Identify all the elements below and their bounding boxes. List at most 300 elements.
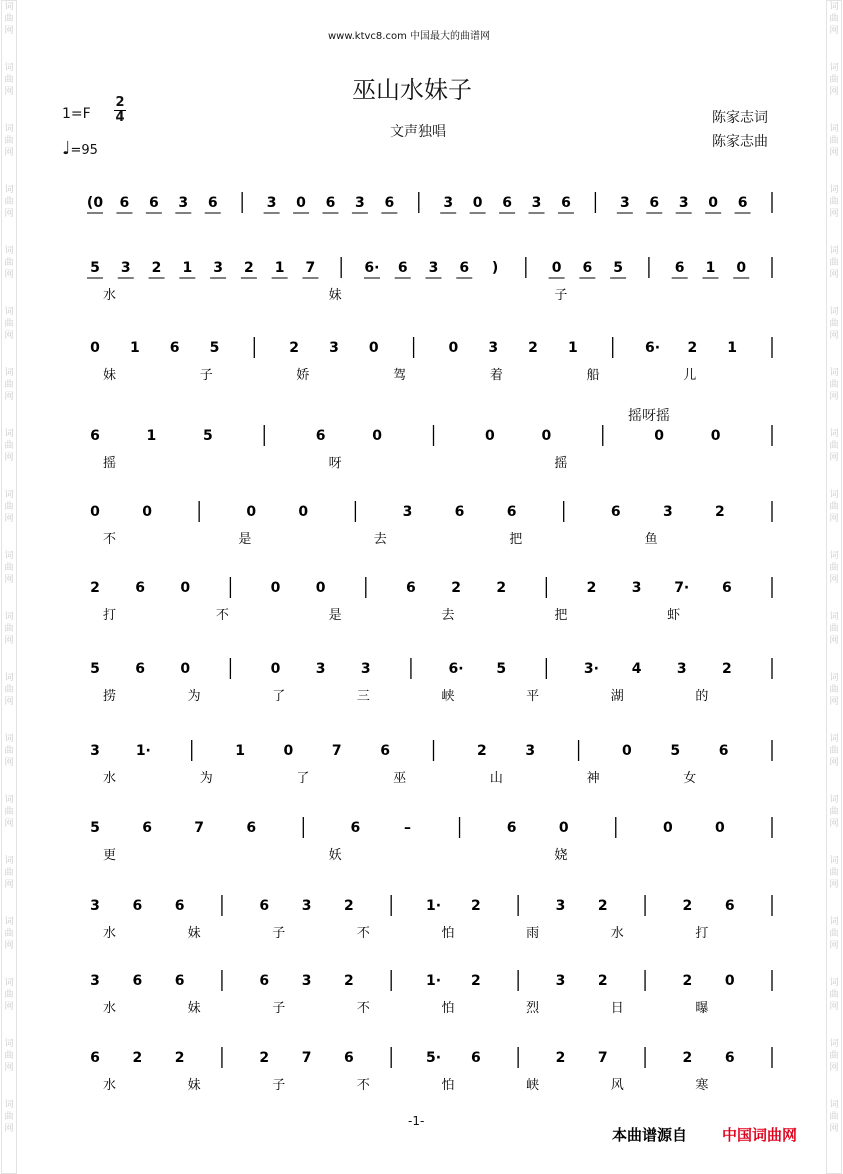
note: 6 xyxy=(259,973,270,989)
watermark-glyph: 曲 xyxy=(829,258,839,268)
note: 3 xyxy=(90,973,100,989)
lyric: 妹 xyxy=(103,368,117,383)
note: 2 xyxy=(528,340,538,356)
note: 6 xyxy=(132,973,143,989)
note: 0 xyxy=(180,580,191,596)
watermark-glyph: 词 xyxy=(4,63,14,73)
watermark-glyph: 网 xyxy=(4,26,14,36)
watermark-glyph: 词 xyxy=(829,124,839,134)
watermark-glyph: 曲 xyxy=(4,990,14,1000)
note: 6 xyxy=(610,504,621,520)
note: 2 xyxy=(151,260,162,276)
note: 2 xyxy=(682,898,693,914)
note: 5 xyxy=(90,661,100,677)
watermark-glyph: 网 xyxy=(4,575,14,585)
note: 2 xyxy=(344,973,354,989)
source-site-link[interactable]: 中国词曲网 xyxy=(722,1126,798,1144)
note: 3 xyxy=(555,898,566,914)
lyric: 曝 xyxy=(695,1001,709,1016)
note: 1 xyxy=(568,340,578,356)
watermark-glyph: 曲 xyxy=(4,929,14,939)
note: 0 xyxy=(541,428,552,444)
note: 7 xyxy=(597,1050,608,1066)
note: 3 xyxy=(178,195,189,211)
watermark-glyph: 曲 xyxy=(4,685,14,695)
watermark-glyph: 词 xyxy=(829,2,839,12)
watermark-glyph: 网 xyxy=(829,514,839,524)
lyric: 虾 xyxy=(667,608,681,623)
lyric: 打 xyxy=(103,608,117,623)
note: 2 xyxy=(476,743,487,759)
note: 6 xyxy=(582,260,593,276)
lyric: 子 xyxy=(272,926,286,941)
lyric: 烈 xyxy=(526,1001,540,1016)
note: 5 xyxy=(670,743,681,759)
watermark-glyph: 网 xyxy=(829,819,839,829)
watermark-glyph: 曲 xyxy=(4,319,14,329)
watermark-glyph: 词 xyxy=(4,551,14,561)
time-bottom: 4 xyxy=(115,110,125,125)
watermark-glyph: 曲 xyxy=(4,441,14,451)
watermark-glyph: 曲 xyxy=(4,563,14,573)
watermark-glyph: 曲 xyxy=(4,1112,14,1122)
note: 3 xyxy=(525,743,536,759)
watermark-glyph: 曲 xyxy=(4,624,14,634)
extra-lyric: 摇呀摇 xyxy=(628,408,670,424)
watermark-glyph: 曲 xyxy=(829,868,839,878)
watermark-glyph: 词 xyxy=(829,673,839,683)
lyric: 平 xyxy=(526,689,540,704)
note: 0 xyxy=(270,661,281,677)
note: 2 xyxy=(259,1050,270,1066)
note: 7 xyxy=(194,820,205,836)
note: 0 xyxy=(246,504,257,520)
lyric: 水 xyxy=(103,771,117,786)
watermark-glyph: 词 xyxy=(829,246,839,256)
note: 0 xyxy=(708,195,719,211)
watermark-glyph: 词 xyxy=(4,246,14,256)
note: 2 xyxy=(289,340,299,356)
lyric: 女 xyxy=(683,771,697,786)
note: 0 xyxy=(715,820,725,836)
lyric: 子 xyxy=(272,1078,286,1093)
note: 3 xyxy=(266,195,277,211)
lyric: 去 xyxy=(373,532,387,547)
note: 3 xyxy=(315,661,326,677)
note: 2 xyxy=(451,580,461,596)
note: 6 xyxy=(169,340,180,356)
note: 0 xyxy=(315,580,326,596)
note: 6 xyxy=(721,580,732,596)
note: 6· xyxy=(364,260,380,276)
watermark-glyph: 曲 xyxy=(829,75,839,85)
watermark-glyph: 曲 xyxy=(4,14,14,24)
watermark-glyph: 词 xyxy=(829,978,839,988)
watermark-glyph: 词 xyxy=(4,124,14,134)
note: 1· xyxy=(425,898,442,914)
note: 3 xyxy=(488,340,499,356)
lyric: 更 xyxy=(103,848,117,863)
watermark-glyph: 词 xyxy=(829,185,839,195)
note: 5 xyxy=(90,260,100,276)
watermark-glyph: 曲 xyxy=(829,441,839,451)
note: 2 xyxy=(496,580,507,596)
note: 0 xyxy=(372,428,382,444)
note: – xyxy=(403,820,411,836)
quarter-note-icon: ♩ xyxy=(62,138,71,159)
note: 7 xyxy=(331,743,342,759)
note: 6 xyxy=(90,1050,100,1066)
watermark-glyph: 词 xyxy=(4,1039,14,1049)
note: 0 xyxy=(736,260,747,276)
watermark-glyph: 词 xyxy=(829,551,839,561)
watermark-glyph: 曲 xyxy=(829,807,839,817)
watermark-glyph: 词 xyxy=(4,734,14,744)
lyric: 摇 xyxy=(554,456,568,471)
watermark-glyph: 网 xyxy=(4,148,14,158)
watermark-glyph: 曲 xyxy=(4,197,14,207)
lyric: 娆 xyxy=(554,848,568,863)
watermark-glyph: 曲 xyxy=(829,197,839,207)
watermark-glyph: 曲 xyxy=(829,380,839,390)
lyric: 水 xyxy=(103,288,117,303)
lyric: 峡 xyxy=(441,689,455,704)
watermark-glyph: 曲 xyxy=(829,319,839,329)
watermark-glyph: 网 xyxy=(829,270,839,280)
watermark-glyph: 曲 xyxy=(829,929,839,939)
lyric: 了 xyxy=(272,689,286,704)
note: 5 xyxy=(496,661,507,677)
watermark-glyph: 网 xyxy=(829,880,839,890)
note: 3 xyxy=(360,661,371,677)
lyric: 不 xyxy=(103,532,117,547)
note: 1 xyxy=(235,743,245,759)
lyric: 水 xyxy=(103,1001,117,1016)
watermark-glyph: 曲 xyxy=(4,868,14,878)
lyric: 妹 xyxy=(187,1001,201,1016)
watermark-glyph: 网 xyxy=(4,941,14,951)
note: 0 xyxy=(662,820,673,836)
lyric: 打 xyxy=(695,926,709,941)
watermark-glyph: 网 xyxy=(829,1063,839,1073)
watermark-glyph: 词 xyxy=(4,307,14,317)
lyric: 雨 xyxy=(526,926,540,941)
watermark-glyph: 网 xyxy=(829,575,839,585)
watermark-glyph: 网 xyxy=(4,636,14,646)
note: 6 xyxy=(506,504,517,520)
watermark-glyph: 词 xyxy=(4,490,14,500)
watermark-glyph: 词 xyxy=(4,2,14,12)
lyric: 怕 xyxy=(441,1078,455,1093)
watermark-glyph: 曲 xyxy=(829,1112,839,1122)
lyric: 风 xyxy=(610,1078,624,1093)
watermark-glyph: 词 xyxy=(829,1100,839,1110)
watermark-glyph: 网 xyxy=(4,270,14,280)
watermark-glyph: 曲 xyxy=(4,1051,14,1061)
watermark-glyph: 网 xyxy=(829,1002,839,1012)
watermark-glyph: 网 xyxy=(4,758,14,768)
note: 1· xyxy=(425,973,442,989)
watermark-glyph: 网 xyxy=(4,453,14,463)
note: 6 xyxy=(135,580,146,596)
note: 3 xyxy=(531,195,542,211)
tempo-value: =95 xyxy=(70,143,98,158)
watermark-glyph: 网 xyxy=(829,636,839,646)
note: ) xyxy=(491,260,499,276)
watermark-glyph: 曲 xyxy=(829,563,839,573)
lyric: 着 xyxy=(489,368,503,383)
watermark-glyph: 曲 xyxy=(829,14,839,24)
note: 0 xyxy=(180,661,191,677)
watermark-glyph: 曲 xyxy=(4,136,14,146)
watermark-glyph: 词 xyxy=(829,63,839,73)
lyric: 呀 xyxy=(328,456,342,471)
note: 2 xyxy=(682,973,693,989)
note: 5· xyxy=(425,1050,442,1066)
note: 6 xyxy=(132,898,143,914)
watermark-glyph: 网 xyxy=(829,209,839,219)
site-url: www.ktvc8.com xyxy=(328,31,407,42)
lyric: 子 xyxy=(272,1001,286,1016)
note: 6 xyxy=(649,195,660,211)
note: 6 xyxy=(506,820,517,836)
watermark-glyph: 网 xyxy=(829,26,839,36)
note: 0 xyxy=(485,428,495,444)
watermark-glyph: 词 xyxy=(4,185,14,195)
lyric: 神 xyxy=(586,771,600,786)
note: 4 xyxy=(631,661,642,677)
note: 2 xyxy=(682,1050,693,1066)
lyric: 船 xyxy=(586,368,600,383)
note: 6 xyxy=(718,743,729,759)
lyric: 不 xyxy=(356,1001,370,1016)
watermark-glyph: 曲 xyxy=(829,502,839,512)
lyric: 捞 xyxy=(103,689,117,704)
watermark-glyph: 曲 xyxy=(829,685,839,695)
lyric: 子 xyxy=(199,368,213,383)
note: 0 xyxy=(551,260,562,276)
note: 2 xyxy=(243,260,254,276)
note: 3 xyxy=(213,260,223,276)
watermark-glyph: 曲 xyxy=(4,746,14,756)
note: 6 xyxy=(724,1050,735,1066)
note: 3 xyxy=(443,195,454,211)
lyric: 子 xyxy=(554,288,568,303)
note: 6 xyxy=(384,195,395,211)
note: 2 xyxy=(470,973,481,989)
watermark-glyph: 词 xyxy=(4,368,14,378)
note: 0 xyxy=(622,743,632,759)
note: 2 xyxy=(555,1050,566,1066)
note: 1 xyxy=(727,340,738,356)
lyric: 怕 xyxy=(441,1001,455,1016)
lyric: 妖 xyxy=(328,848,342,863)
note: 2 xyxy=(132,1050,143,1066)
note: 6 xyxy=(380,743,391,759)
note: 6· xyxy=(448,661,464,677)
note: 3 xyxy=(555,973,566,989)
note: 3 xyxy=(402,504,413,520)
watermark-glyph: 词 xyxy=(4,856,14,866)
watermark-glyph: 网 xyxy=(829,392,839,402)
note: 3 xyxy=(301,973,312,989)
note: 3· xyxy=(583,661,599,677)
note: 6 xyxy=(470,1050,481,1066)
watermark-glyph: 词 xyxy=(4,1100,14,1110)
watermark-glyph: 词 xyxy=(829,734,839,744)
note: 3 xyxy=(428,260,439,276)
lyric: 峡 xyxy=(526,1078,540,1093)
note: 6 xyxy=(119,195,130,211)
note: 0 xyxy=(558,820,569,836)
note: 5 xyxy=(202,428,213,444)
watermark-glyph: 词 xyxy=(829,856,839,866)
lyric: 水 xyxy=(103,926,117,941)
note: 2 xyxy=(721,661,732,677)
watermark-glyph: 网 xyxy=(829,148,839,158)
note: 0 xyxy=(724,973,735,989)
time-top: 2 xyxy=(115,95,125,110)
note: 6 xyxy=(350,820,361,836)
lyric: 巫 xyxy=(393,771,407,786)
watermark-glyph: 曲 xyxy=(4,258,14,268)
watermark-glyph: 词 xyxy=(4,429,14,439)
note: 7 xyxy=(301,1050,312,1066)
watermark-glyph: 网 xyxy=(4,209,14,219)
lyric: 三 xyxy=(356,689,370,704)
note: 0 xyxy=(90,340,100,356)
note: 2 xyxy=(90,580,100,596)
song-title: 巫山水妹子 xyxy=(352,76,472,104)
note: 6 xyxy=(674,260,685,276)
note: 1 xyxy=(274,260,285,276)
lyric: 鱼 xyxy=(644,532,658,547)
note: 0 xyxy=(298,504,309,520)
note: 7 xyxy=(305,260,316,276)
note: 6 xyxy=(406,580,416,596)
watermark-glyph: 词 xyxy=(4,612,14,622)
watermark-glyph: 词 xyxy=(829,612,839,622)
watermark-glyph: 词 xyxy=(4,795,14,805)
watermark-glyph: 网 xyxy=(4,87,14,97)
note: 1 xyxy=(129,340,140,356)
note: 6 xyxy=(259,898,270,914)
watermark-glyph: 词 xyxy=(829,1039,839,1049)
watermark-glyph: 词 xyxy=(829,490,839,500)
note: 6 xyxy=(148,195,159,211)
watermark-glyph: 网 xyxy=(4,697,14,707)
note: 6 xyxy=(561,195,571,211)
note: 3 xyxy=(631,580,642,596)
note: 5 xyxy=(613,260,624,276)
watermark-glyph: 网 xyxy=(4,1124,14,1134)
note: 3 xyxy=(301,898,312,914)
note: 2 xyxy=(174,1050,185,1066)
note: 0 xyxy=(142,504,152,520)
note: 0 xyxy=(654,428,665,444)
note: 0 xyxy=(710,428,721,444)
watermark-glyph: 网 xyxy=(829,941,839,951)
note: 3 xyxy=(355,195,365,211)
lyric: 日 xyxy=(610,1001,624,1016)
note: 3 xyxy=(90,898,100,914)
note: 5 xyxy=(209,340,220,356)
watermark-glyph: 网 xyxy=(829,1124,839,1134)
lyric: 不 xyxy=(215,608,229,623)
note: 2 xyxy=(715,504,725,520)
watermark-glyph: 网 xyxy=(4,331,14,341)
note: 0 xyxy=(472,195,483,211)
note: 1· xyxy=(135,743,151,759)
watermark-glyph: 网 xyxy=(4,392,14,402)
note: 0 xyxy=(448,340,459,356)
lyric: 妹 xyxy=(187,1078,201,1093)
watermark-glyph: 网 xyxy=(4,514,14,524)
note: 6 xyxy=(737,195,748,211)
note: 6 xyxy=(325,195,336,211)
watermark-glyph: 网 xyxy=(829,453,839,463)
lyric: 水 xyxy=(103,1078,117,1093)
note: 3 xyxy=(329,340,339,356)
note: 6 xyxy=(397,260,408,276)
note: 7· xyxy=(674,580,690,596)
lyric: 水 xyxy=(610,926,624,941)
watermark-glyph: 网 xyxy=(829,758,839,768)
note: 3 xyxy=(120,260,131,276)
lyric: 把 xyxy=(554,608,568,623)
note: 6 xyxy=(454,504,465,520)
note: 3 xyxy=(676,661,687,677)
note: 6 xyxy=(724,898,735,914)
lyric: 去 xyxy=(441,608,455,623)
watermark-glyph: 词 xyxy=(4,917,14,927)
lyric: 驾 xyxy=(393,368,407,383)
lyric: 山 xyxy=(489,771,503,786)
watermark-glyph: 网 xyxy=(4,819,14,829)
lyric: 摇 xyxy=(103,456,117,471)
note: 3 xyxy=(619,195,630,211)
watermark-glyph: 曲 xyxy=(829,136,839,146)
watermark-glyph: 词 xyxy=(829,307,839,317)
note: 2 xyxy=(470,898,481,914)
watermark-glyph: 曲 xyxy=(829,624,839,634)
note: 0 xyxy=(283,743,294,759)
note: 0 xyxy=(90,504,100,520)
watermark-glyph: 词 xyxy=(829,917,839,927)
watermark-glyph: 曲 xyxy=(829,990,839,1000)
note: 2 xyxy=(597,898,608,914)
key-signature: 1=F xyxy=(62,106,91,122)
watermark-glyph: 曲 xyxy=(829,746,839,756)
lyric: 把 xyxy=(509,532,523,547)
note: 6 xyxy=(207,195,218,211)
site-slogan: 中国最大的曲谱网 xyxy=(410,31,491,42)
performance-style: 文声独唱 xyxy=(390,124,446,140)
lyricist: 陈家志词 xyxy=(712,110,768,126)
lyric: 是 xyxy=(328,608,342,623)
lyric: 娇 xyxy=(296,368,310,383)
note: 0 xyxy=(368,340,379,356)
note: 6 xyxy=(174,898,185,914)
watermark-glyph: 词 xyxy=(829,368,839,378)
note: (0 xyxy=(86,195,104,211)
watermark-glyph: 网 xyxy=(829,697,839,707)
note: 0 xyxy=(270,580,281,596)
note: 0 xyxy=(296,195,306,211)
lyric: 不 xyxy=(356,926,370,941)
watermark-glyph: 网 xyxy=(4,1002,14,1012)
note: 1 xyxy=(705,260,716,276)
